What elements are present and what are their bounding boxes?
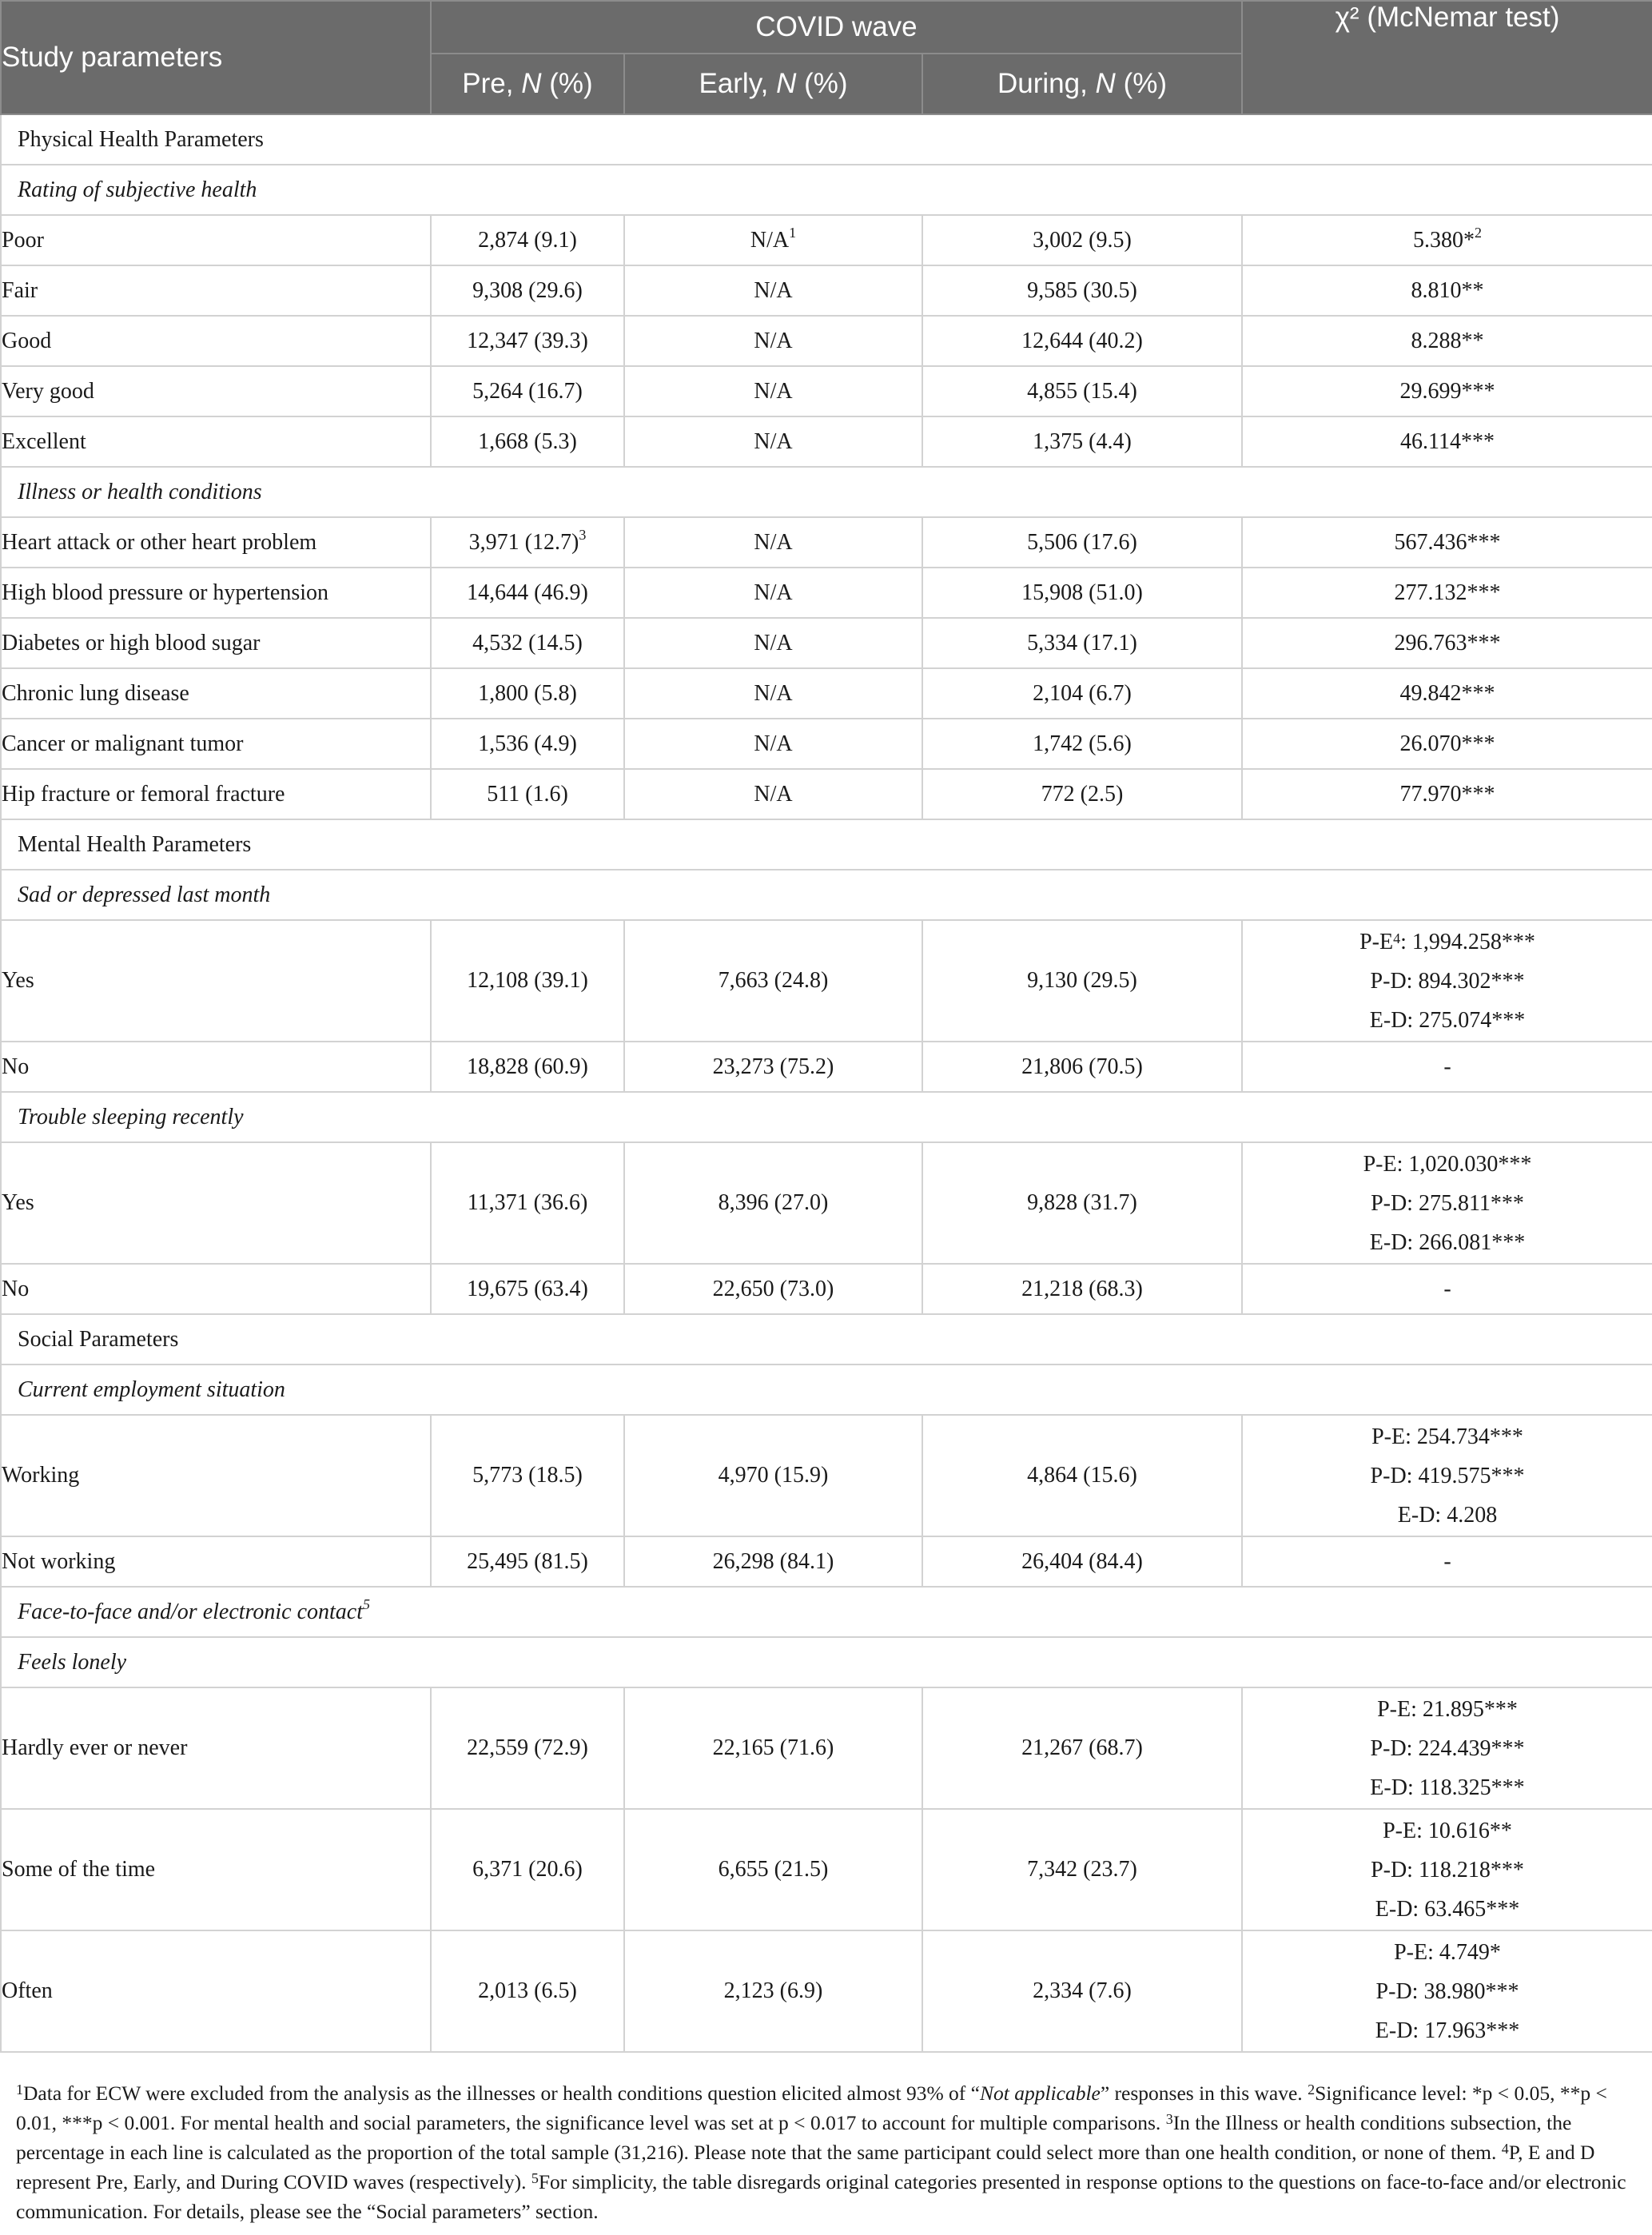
table-footnote: $^1$Data for ECW were excluded from the analysis as the illnesses or health conditions question elicited almost 93% of “Not applicable” responses in this wave. $^2$Significance level: *p < 0.05, **p < 0.01, ***p < 0.001. For mental health and social parameters, the significance level was set at p < 0.017 to account for multiple comparisons. $^3$In the Illness or health conditions subsection, the percentage in each line is calculated as the proportion of the total sample (31,216). Please note that the same participant could select more than one health condition, or none of them. $^4$P, E and D represent Pre, Early, and During COVID waves (respectively). $^5$For simplicity, the table disregards original categories presented in response options to the questions on face-to-face and/or electronic communication. For details, please see the “Social parameters” section. bbox=[16, 2082, 1626, 2223]
table-row: Very good 5,264 (16.7) N/A 4,855 (15.4) 29.699*** bbox=[1, 366, 1652, 416]
table-row: High blood pressure or hypertension 14,644 (46.9) N/A 15,908 (51.0) 277.132*** bbox=[1, 568, 1652, 618]
table-row: Not working 25,495 (81.5) 26,298 (84.1) 26,404 (84.4) - bbox=[1, 1536, 1652, 1587]
header-study-parameters: Study parameters bbox=[1, 1, 431, 114]
table-row: Hip fracture or femoral fracture 511 (1.6) N/A 772 (2.5) 77.970*** bbox=[1, 769, 1652, 819]
table-row: Hardly ever or never 22,559 (72.9) 22,165 (71.6) 21,267 (68.7) P-E: 21.895*** P-D: 224.439*** E-D: 118.325*** bbox=[1, 1687, 1652, 1809]
table-row: Working 5,773 (18.5) 4,970 (15.9) 4,864 (15.6) P-E: 254.734*** P-D: 419.575*** E-D: 4.208 bbox=[1, 1415, 1652, 1536]
subsection-employment: Current employment situation bbox=[1, 1365, 1652, 1415]
table-row: Excellent 1,668 (5.3) N/A 1,375 (4.4) 46.114*** bbox=[1, 416, 1652, 467]
header-early: Early, N (%) bbox=[624, 54, 922, 114]
table-row: No 19,675 (63.4) 22,650 (73.0) 21,218 (68.3) - bbox=[1, 1264, 1652, 1314]
header-pre: Pre, N (%) bbox=[431, 54, 624, 114]
subsection-sleep: Trouble sleeping recently bbox=[1, 1092, 1652, 1142]
table-row: Heart attack or other heart problem 3,971 $(12.7)^3$ N/A 5,506 (17.6) 567.436*** bbox=[1, 517, 1652, 568]
table-row: Diabetes or high blood sugar 4,532 (14.5) N/A 5,334 (17.1) 296.763*** bbox=[1, 618, 1652, 668]
table-row: Yes 11,371 (36.6) 8,396 (27.0) 9,828 (31.7) P-E: 1,020.030*** P-D: 275.811*** E-D: 266.081*** bbox=[1, 1142, 1652, 1264]
subsection-sad: Sad or depressed last month bbox=[1, 870, 1652, 920]
table-row: Poor 2,874 (9.1) $N/A^1$ 3,002 (9.5) 5.380*$^2$ bbox=[1, 215, 1652, 265]
table-row: Cancer or malignant tumor 1,536 (4.9) N/A 1,742 (5.6) 26.070*** bbox=[1, 719, 1652, 769]
table-row: Often 2,013 (6.5) 2,123 (6.9) 2,334 (7.6) P-E: 4.749* P-D: 38.980*** E-D: 17.963*** bbox=[1, 1930, 1652, 2052]
table-row: No 18,828 (60.9) 23,273 (75.2) 21,806 (70.5) - bbox=[1, 1042, 1652, 1092]
table-row: Chronic lung disease 1,800 (5.8) N/A 2,104 (6.7) 49.842*** bbox=[1, 668, 1652, 719]
section-mental: Mental Health Parameters bbox=[1, 819, 1652, 870]
table-row: Some of the time 6,371 (20.6) 6,655 (21.5) 7,342 (23.7) P-E: 10.616** P-D: 118.218*** E-D: 63.465*** bbox=[1, 1809, 1652, 1930]
table-row: Fair 9,308 (29.6) N/A 9,585 (30.5) 8.810** bbox=[1, 265, 1652, 316]
section-physical: Physical Health Parameters bbox=[1, 114, 1652, 165]
header-covid-wave: COVID wave bbox=[431, 1, 1242, 54]
table-row: Yes 12,108 (39.1) 7,663 (24.8) 9,130 (29.5) $P-E^4$: 1,994.258*** P-D: 894.302*** E-D: 275.074*** bbox=[1, 920, 1652, 1042]
subsection-lonely: Feels lonely bbox=[1, 1637, 1652, 1687]
section-social: Social Parameters bbox=[1, 1314, 1652, 1365]
subsection-illness: Illness or health conditions bbox=[1, 467, 1652, 517]
table-row: Good 12,347 (39.3) N/A 12,644 (40.2) 8.288** bbox=[1, 316, 1652, 366]
subsection-contact: Face-to-face and/or electronic contact$^5$ bbox=[1, 1587, 1652, 1637]
header-chi-square: χ² (McNemar test) bbox=[1242, 1, 1652, 114]
header-during: During, N (%) bbox=[922, 54, 1242, 114]
subsection-subjective-health: Rating of subjective health bbox=[1, 165, 1652, 215]
